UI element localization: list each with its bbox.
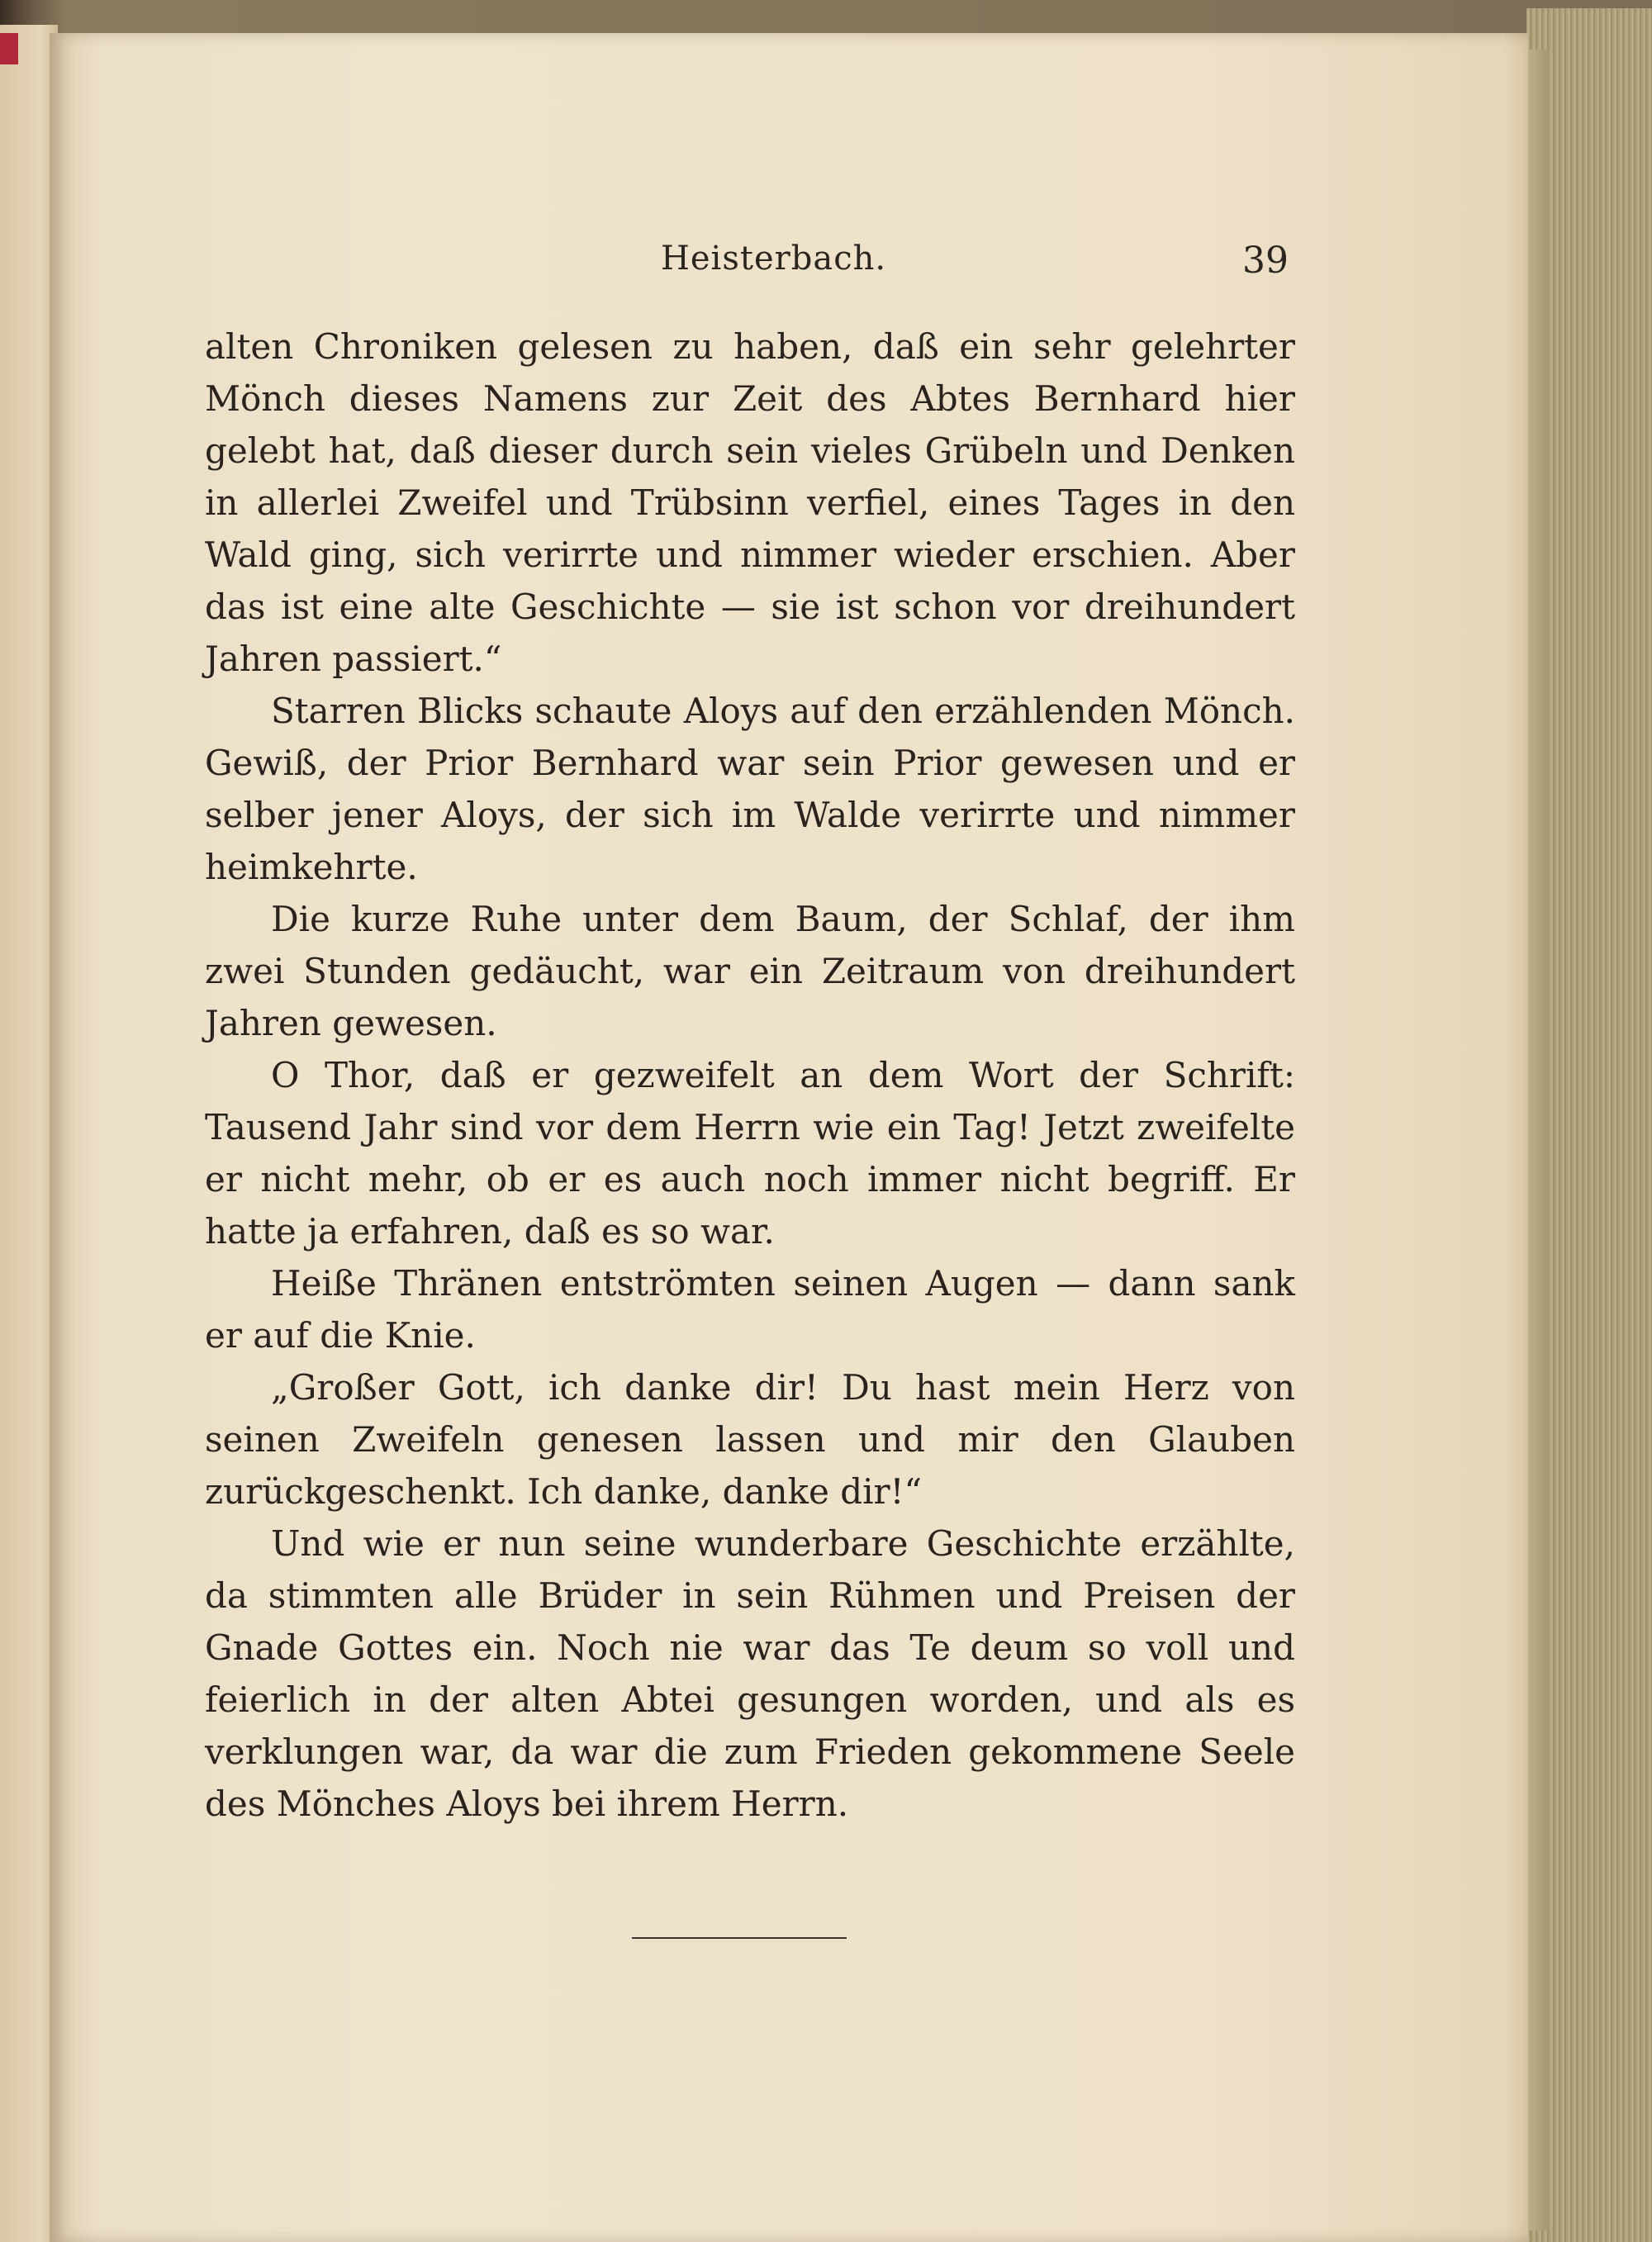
bookmark-ribbon xyxy=(0,33,18,64)
paragraph: Und wie er nun seine wunderbare Geschichte erzählte, da stimmten alle Brüder in sein Rühmen und Preisen der Gnade Gottes ein. Noch nie war das Te deum so voll und feierlich in der alten Abtei gesungen worden, und als es verklungen war, da war die zum Frieden gekommene Seele des Mönches Aloys bei ihrem Herrn. xyxy=(205,1523,1295,1824)
paragraph: O Thor, daß er gezweifelt an dem Wort der Schrift: Tausend Jahr sind vor dem Herrn wie ein Tag! Jetzt zweifelte er nicht mehr, ob er es auch noch immer nicht begriff. Er hatte ja erfahren, daß es so war. xyxy=(205,1055,1295,1252)
paragraph: Starren Blicks schaute Aloys auf den erzählenden Mönch. Gewiß, der Prior Bernhard war sein Prior gewesen und er selber jener Aloys, der sich im Walde verirrte und nimmer heimkehrte. xyxy=(205,691,1295,887)
paragraph: „Großer Gott, ich danke dir! Du hast mein Herz von seinen Zweifeln genesen lassen und mir den Glauben zurückgeschenkt. Ich danke, danke dir!“ xyxy=(205,1367,1295,1512)
page-number: 39 xyxy=(1242,240,1289,282)
paragraph: Heiße Thränen entströmten seinen Augen — dann sank er auf die Knie. xyxy=(205,1263,1295,1356)
page-header xyxy=(198,240,1289,297)
body-text xyxy=(205,321,1295,1830)
end-rule xyxy=(632,1937,847,1939)
paragraph: alten Chroniken gelesen zu haben, daß ein sehr gelehrter Mönch dieses Namens zur Zeit des Abtes Bernhard hier gelebt hat, daß dieser durch sein vieles Grübeln und Denken in allerlei Zweifel und Trübsinn verfiel, eines Tages in den Wald ging, sich verirrte und nimmer wieder erschien. Aber das ist eine alte Geschichte — sie ist schon vor dreihundert Jahren passiert.“ xyxy=(205,326,1295,679)
running-head: Heisterbach. xyxy=(661,240,887,278)
paragraph: Die kurze Ruhe unter dem Baum, der Schlaf, der ihm zwei Stunden gedäucht, war ein Zeitraum von dreihundert Jahren gewesen. xyxy=(205,899,1295,1043)
